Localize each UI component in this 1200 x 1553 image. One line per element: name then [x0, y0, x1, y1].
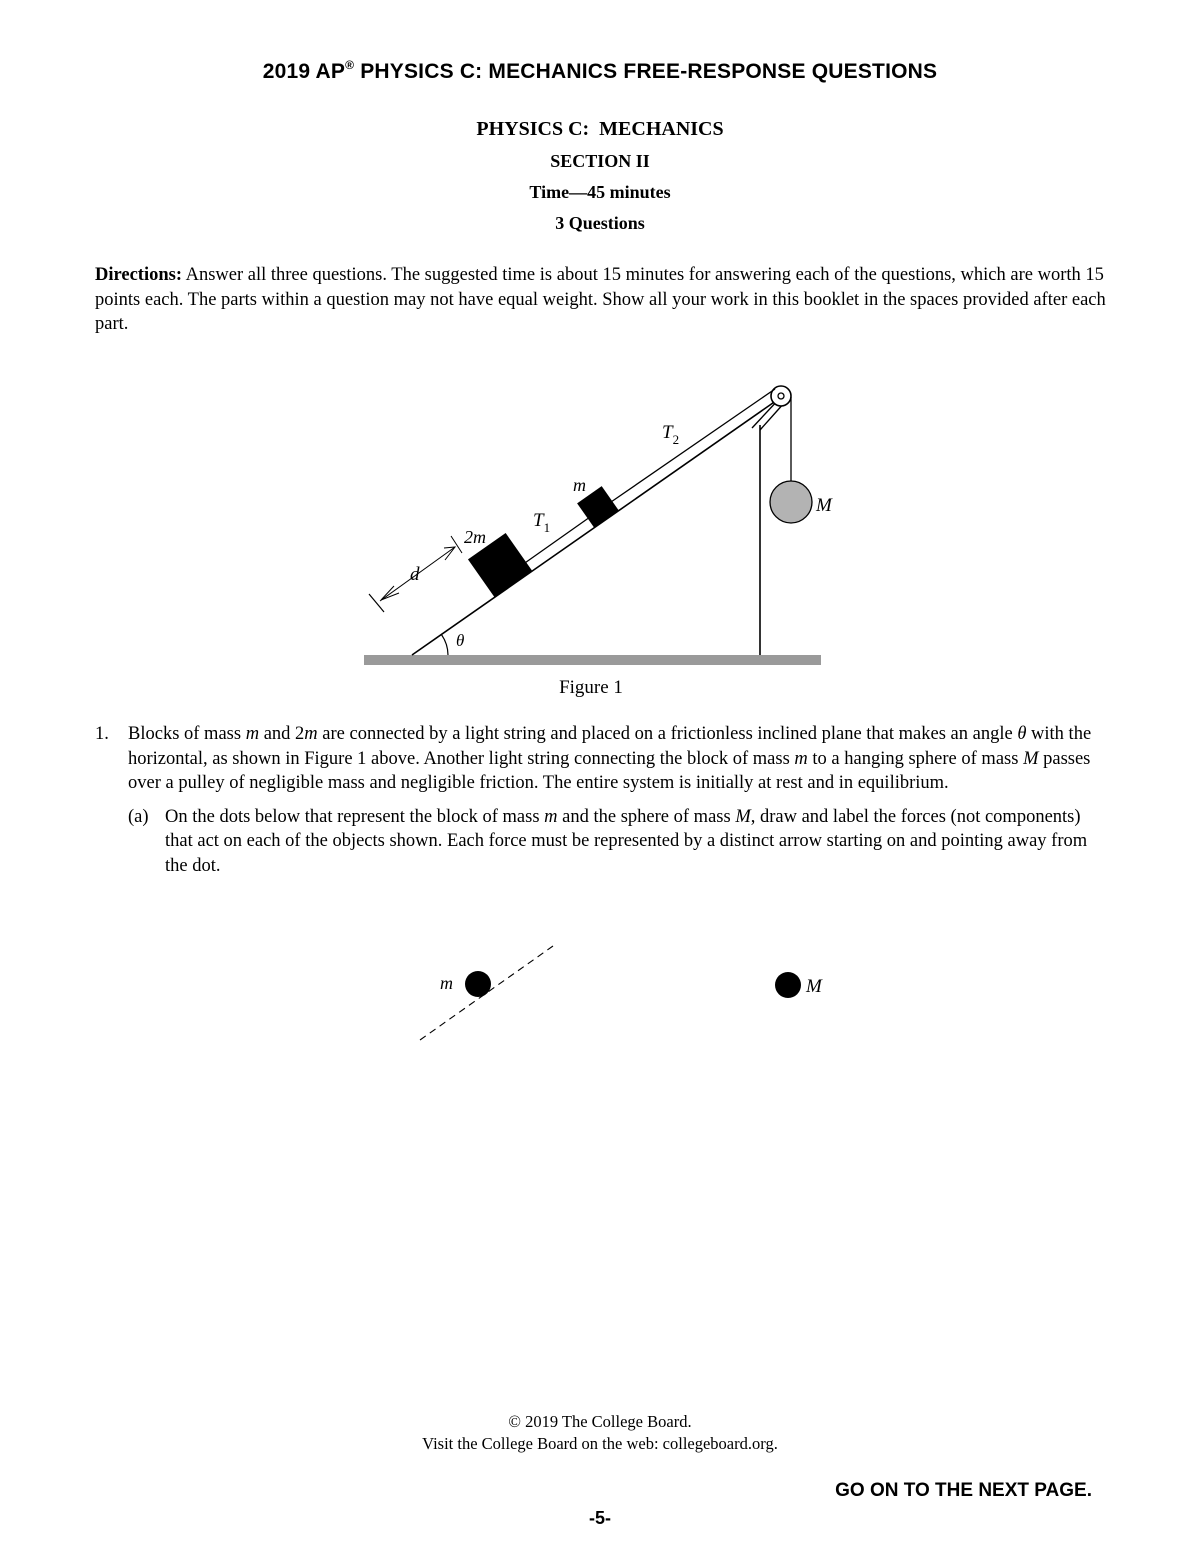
question-number: 1. — [95, 724, 109, 744]
directions — [95, 263, 1110, 337]
registered-mark: ® — [345, 58, 355, 72]
label-big-m: M — [816, 495, 832, 516]
page-header — [0, 60, 1200, 84]
directions-label: Directions: — [95, 265, 182, 285]
page-number: -5- — [589, 1508, 611, 1528]
label-theta: θ — [456, 631, 465, 650]
figure-1-incline-diagram — [0, 370, 1200, 710]
course-title: PHYSICS C: MECHANICS — [476, 118, 724, 140]
dot-label-M: M — [806, 976, 822, 997]
dot-sphere-M[interactable] — [775, 972, 801, 998]
dot-label-m: m — [440, 973, 453, 993]
sphere-M — [770, 481, 812, 523]
section-heading — [0, 114, 1200, 239]
page-footer — [0, 1411, 1200, 1455]
header-title-suffix: PHYSICS C: MECHANICS FREE-RESPONSE QUESTIONS — [354, 60, 938, 83]
label-m: m — [573, 475, 586, 495]
copyright-line: © 2019 The College Board. — [508, 1412, 692, 1431]
part-a-label: (a) — [128, 806, 149, 827]
string-t2 — [611, 389, 775, 502]
time-allotted: Time—45 minutes — [529, 182, 671, 202]
pulley-axle — [778, 393, 784, 399]
directions-text: Answer all three questions. The suggested time is about 15 minutes for answering each of the questions, which are worth 15 points each. The parts within a question may not have equal weight. Show all your work in this booklet in the spaces provided after each part. — [95, 265, 1106, 334]
next-page-notice: GO ON TO THE NEXT PAGE. — [835, 1480, 1092, 1501]
figure-caption: Figure 1 — [559, 677, 623, 698]
question-stem: Blocks of mass m and 2m are connected by a light string and placed on a frictionless inclined plane that makes an angle θ with the horizontal, as shown in Figure 1 above. Another light string connecting the block of mass m to a hanging sphere of mass M passes over a pulley of negligible mass and negligible friction. The entire system is initially at rest and in equilibrium. — [128, 724, 1092, 793]
question-1 — [95, 722, 1110, 878]
dot-block-m[interactable] — [465, 971, 491, 997]
label-t1: $T_1$ — [533, 510, 551, 535]
ground-surface — [364, 655, 821, 665]
part-a-text: On the dots below that represent the block of mass m and the sphere of mass M, draw and label the forces (not components) that act on each of the objects shown. Each force must be represented by a distinct arrow starting on and pointing away from the dot. — [165, 806, 1088, 876]
label-t2: $T_2$ — [662, 422, 680, 447]
header-title-prefix: 2019 AP — [262, 60, 346, 83]
website-line: Visit the College Board on the web: collegeboard.org. — [422, 1434, 778, 1453]
label-2m: 2m — [464, 527, 486, 547]
angle-arc — [441, 634, 448, 655]
label-d: d — [410, 564, 420, 585]
distance-d-tick-low — [369, 594, 384, 612]
question-part-a — [128, 805, 1110, 879]
free-body-dots — [0, 930, 1200, 1060]
question-count: 3 Questions — [555, 213, 645, 233]
section-label: SECTION II — [550, 151, 650, 171]
